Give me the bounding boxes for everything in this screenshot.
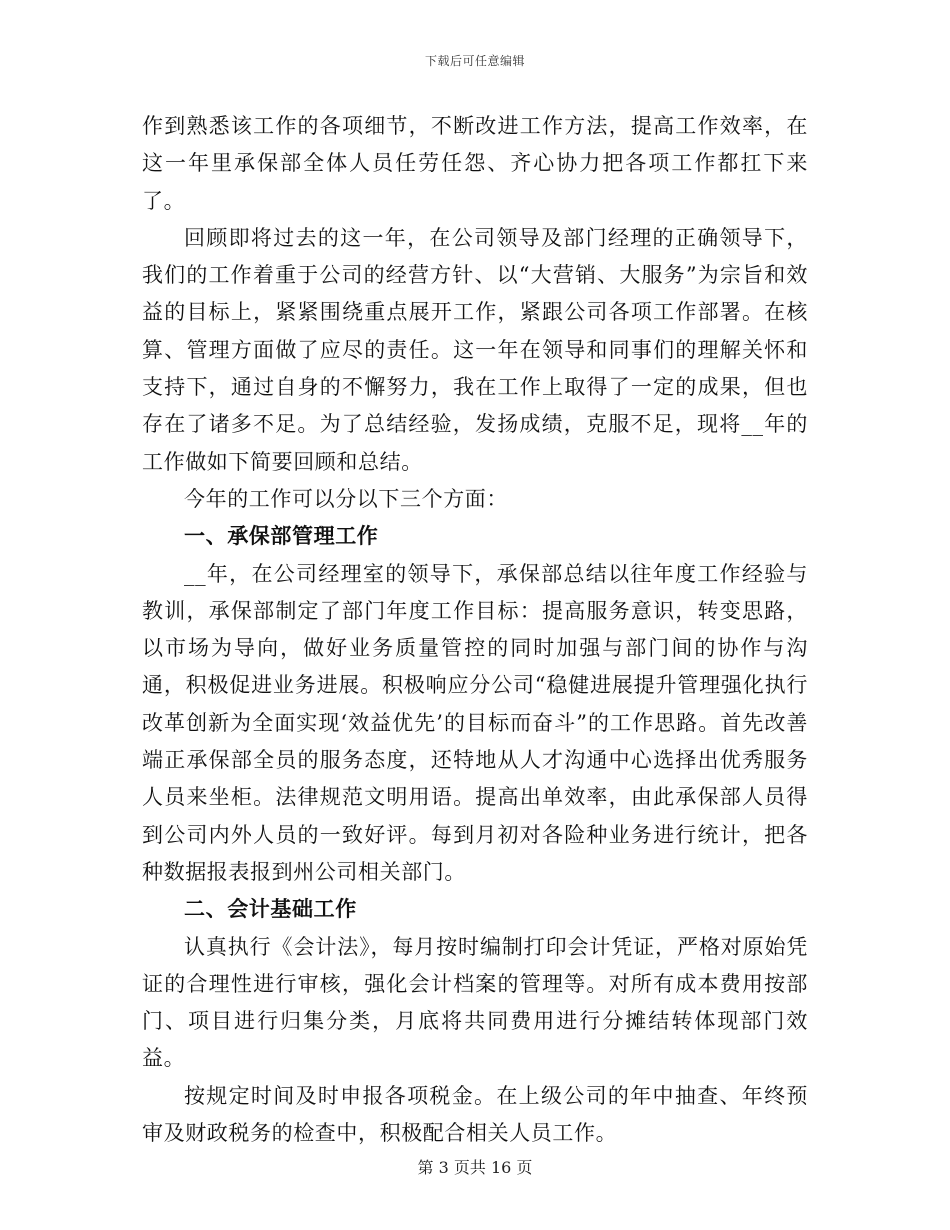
paragraph-1: 作到熟悉该工作的各项细节，不断改进工作方法，提高工作效率，在这一年里承保部全体人员任劳任怨、齐心协力把各项工作都扛下来了。: [142, 114, 808, 213]
section-heading-2: 二、会计基础工作: [184, 897, 357, 922]
page-footer: 第 3 页共 16 页: [417, 1158, 533, 1177]
paragraph-6: 按规定时间及时申报各项税金。在上级公司的年中抽查、年终预审及财政税务的检查中，积极配合相关人员工作。: [142, 1083, 808, 1146]
paragraph-2: 回顾即将过去的这一年，在公司领导及部门经理的正确领导下，我们的工作着重于公司的经营方针、以“大营销、大服务”为宗旨和效益的目标上，紧紧围绕重点展开工作，紧跟公司各项工作部署。在核算、管理方面做了应尽的责任。这一年在领导和同事们的理解关怀和支持下，通过自身的不懈努力，我在工作上取得了一定的成果，但也存在了诸多不足。为了总结经验，发扬成绩，克服不足，现将__年的工作做如下简要回顾和总结。: [142, 225, 808, 474]
document-body: [142, 108, 808, 1152]
paragraph-5: 认真执行《会计法》，每月按时编制打印会计凭证，严格对原始凭证的合理性进行审核，强化会计档案的管理等。对所有成本费用按部门、项目进行归集分类，月底将共同费用进行分摊结转体现部门效益。: [142, 934, 808, 1071]
page-header: 下载后可任意编辑: [424, 54, 525, 68]
section-heading-1: 一、承保部管理工作: [184, 524, 379, 549]
paragraph-4: __年，在公司经理室的领导下，承保部总结以往年度工作经验与教训，承保部制定了部门年度工作目标：提高服务意识，转变思路，以市场为导向，做好业务质量管控的同时加强与部门间的协作与沟通，积极促进业务进展。积极响应分公司“稳健进展提升管理强化执行改革创新为全面实现‘效益优先’的目标而奋斗”的工作思路。首先改善端正承保部全员的服务态度，还特地从人才沟通中心选择出优秀服务人员来坐柜。法律规范文明用语。提高出单效率，由此承保部人员得到公司内外人员的一致好评。每到月初对各险种业务进行统计，把各种数据报表报到州公司相关部门。: [142, 561, 808, 884]
paragraph-3: 今年的工作可以分以下三个方面：: [184, 486, 508, 511]
